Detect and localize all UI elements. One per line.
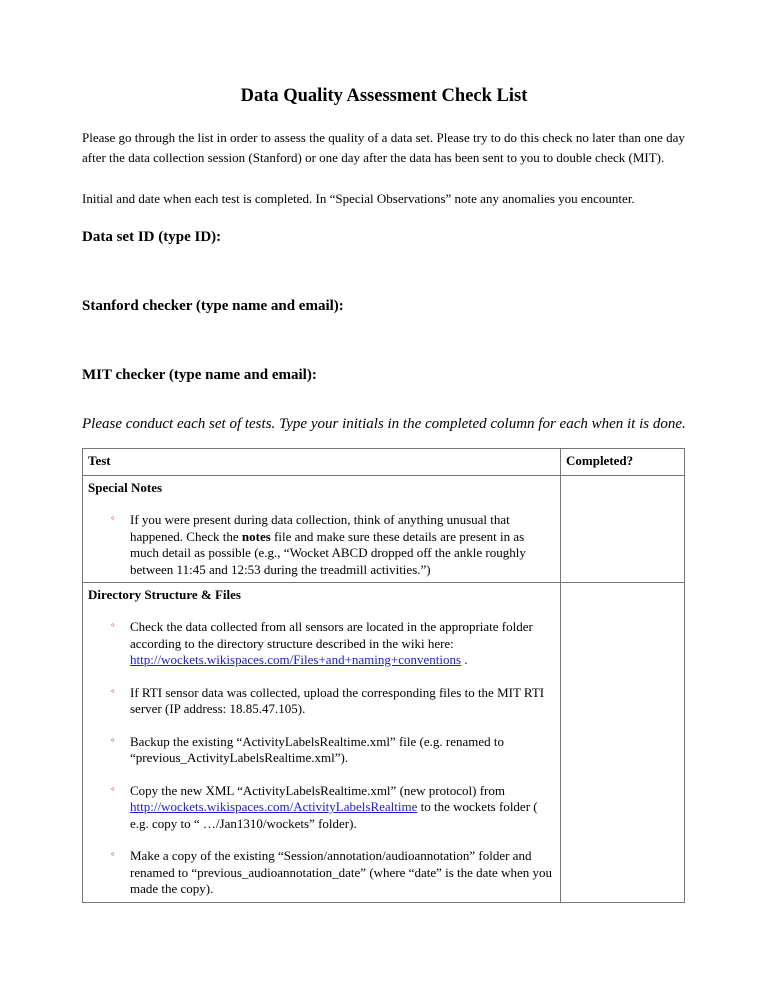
dataset-id-label: Data set ID (type ID): bbox=[82, 229, 222, 245]
bullet-icon: ° bbox=[111, 851, 115, 861]
bullet-icon: ° bbox=[111, 687, 115, 698]
table-header-row bbox=[83, 449, 685, 476]
bullet-icon: ° bbox=[111, 515, 115, 525]
item-text: Copy the new XML “ActivityLabelsRealtime.xml” (new protocol) from bbox=[130, 782, 505, 798]
list-item bbox=[88, 512, 555, 578]
header-test: Test bbox=[83, 449, 561, 476]
section-title: Directory Structure & Files bbox=[88, 587, 241, 602]
mit-checker-label: MIT checker (type name and email): bbox=[82, 367, 317, 383]
item-text: If RTI sensor data was collected, upload the corresponding files to the MIT RTI server (IP address: 18.85.47.105). bbox=[130, 684, 545, 716]
item-text: . bbox=[461, 652, 468, 667]
activity-labels-link[interactable]: http://wockets.wikispaces.com/ActivityLabelsRealtime bbox=[130, 799, 418, 814]
list-item bbox=[88, 619, 555, 669]
header-completed: Completed? bbox=[561, 449, 685, 476]
checklist-table bbox=[82, 448, 685, 903]
list-item bbox=[88, 783, 555, 833]
item-text: to the wockets folder ( e.g. copy to “ …/Jan1310/wockets” folder). bbox=[130, 799, 538, 831]
item-text: Backup the existing “ActivityLabelsRealtime.xml” file (e.g. renamed to “previous_ActivityLabelsRealtime.xml”). bbox=[130, 733, 504, 765]
item-text: file and make sure these details are present in as much detail as possible (e.g., “Wocket ABCD dropped off the ankle roughly between 11:45 and 12:53 during the treadmill activities.”) bbox=[130, 528, 526, 577]
item-bold: notes bbox=[241, 528, 271, 544]
item-text: Make a copy of the existing “Session/annotation/audioannotation” folder and renamed to “previous_audioannotation_date” (where “date” is the date when you made the copy). bbox=[130, 848, 552, 896]
table-row bbox=[83, 476, 685, 583]
instruction-text: Please conduct each set of tests. Type your initials in the completed column for each when it is done. bbox=[82, 416, 686, 432]
bullet-icon: ° bbox=[111, 785, 115, 796]
list-item bbox=[88, 734, 555, 767]
item-text: Check the data collected from all sensors are located in the appropriate folder according to the directory structure described in the wiki here: bbox=[130, 619, 533, 651]
section-title: Special Notes bbox=[88, 480, 163, 495]
page-title: Data Quality Assessment Check List bbox=[240, 86, 528, 106]
completed-cell[interactable] bbox=[561, 476, 685, 583]
completed-cell[interactable] bbox=[561, 583, 685, 903]
table-row bbox=[83, 583, 685, 903]
stanford-checker-label: Stanford checker (type name and email): bbox=[82, 298, 344, 314]
intro-note: Initial and date when each test is completed. In “Special Observations” note any anomalies you encounter. bbox=[82, 191, 635, 206]
bullet-icon: ° bbox=[111, 622, 115, 632]
bullet-icon: ° bbox=[111, 736, 115, 747]
item-text: If you were present during data collection, think of anything unusual that happened. Check the bbox=[130, 512, 510, 544]
wiki-link[interactable]: http://wockets.wikispaces.com/Files+and+naming+conventions bbox=[130, 652, 462, 667]
list-item bbox=[88, 848, 555, 898]
list-item bbox=[88, 685, 555, 718]
intro-paragraph: Please go through the list in order to assess the quality of a data set. Please try to do this check no later than one day after the data collection session (Stanford) or one day after the data has been sent to you to double check (MIT). bbox=[82, 130, 685, 165]
